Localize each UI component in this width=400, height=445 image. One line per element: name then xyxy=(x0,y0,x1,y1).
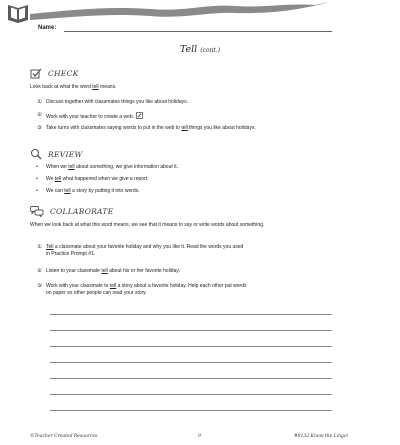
collaborate-item-3: ③ Work with your classmate to tell a story about a favorite holiday. Help each other put words on paper so other people can read your story. xyxy=(37,283,247,296)
writing-line[interactable] xyxy=(50,394,332,395)
name-field[interactable] xyxy=(64,31,332,32)
footer-page-number: 9 xyxy=(198,434,201,439)
writing-line[interactable] xyxy=(50,314,332,315)
writing-line[interactable] xyxy=(50,346,332,347)
collaborate-heading xyxy=(30,206,114,217)
check-intro: Look back at what the word tell means. xyxy=(30,84,117,90)
checkbox-icon xyxy=(30,68,42,79)
collaborate-item-2: ② Listen to your classmate tell about his or her favorite holiday. xyxy=(37,268,180,274)
pencil-icon xyxy=(136,112,143,119)
review-item-1: • When we tell about something, we give information about it. xyxy=(36,164,179,170)
check-heading xyxy=(30,68,79,79)
footer-book-title: #8132 Know the Lingo! xyxy=(294,434,349,439)
check-item-2: ② Work with your teacher to create a web. xyxy=(37,112,367,121)
check-item-1: ① Discuss together with classmates things you like about holidays. xyxy=(37,99,189,105)
review-item-3: • We can tell a story by putting it into words. xyxy=(36,188,140,194)
check-item-3: ③ Take turns with classmates saying words to put in the web to tell things you like about holidays. xyxy=(37,125,256,131)
collaborate-heading-text: COLLABORATE xyxy=(50,207,114,216)
writing-line[interactable] xyxy=(50,362,332,363)
swoosh-decoration xyxy=(30,2,330,20)
open-book-icon xyxy=(8,5,28,23)
title-continued: (cont.) xyxy=(200,47,221,54)
magnifier-icon xyxy=(30,148,42,160)
check-heading-text: CHECK xyxy=(48,69,79,78)
title-word: Tell xyxy=(179,44,198,55)
speech-bubbles-icon xyxy=(30,206,44,217)
writing-line[interactable] xyxy=(50,378,332,379)
footer-copyright: ©Teacher Created Resources xyxy=(30,434,98,439)
collaborate-item-1: ① Tell a classmate about your favorite holiday and why you like it. Read the words you used in Practice Prompt #1. xyxy=(37,244,244,257)
review-item-2: • We tell what happened when we give a report. xyxy=(36,176,149,182)
writing-line[interactable] xyxy=(50,330,332,331)
name-label: Name: xyxy=(38,25,57,31)
header-banner xyxy=(0,0,400,30)
review-heading-text: REVIEW xyxy=(48,149,83,159)
writing-line[interactable] xyxy=(50,410,332,411)
review-heading xyxy=(30,148,82,160)
page-title xyxy=(0,44,400,55)
collaborate-intro: When we look back at what this word means, we see that it means to say or write words about something. xyxy=(30,222,265,228)
